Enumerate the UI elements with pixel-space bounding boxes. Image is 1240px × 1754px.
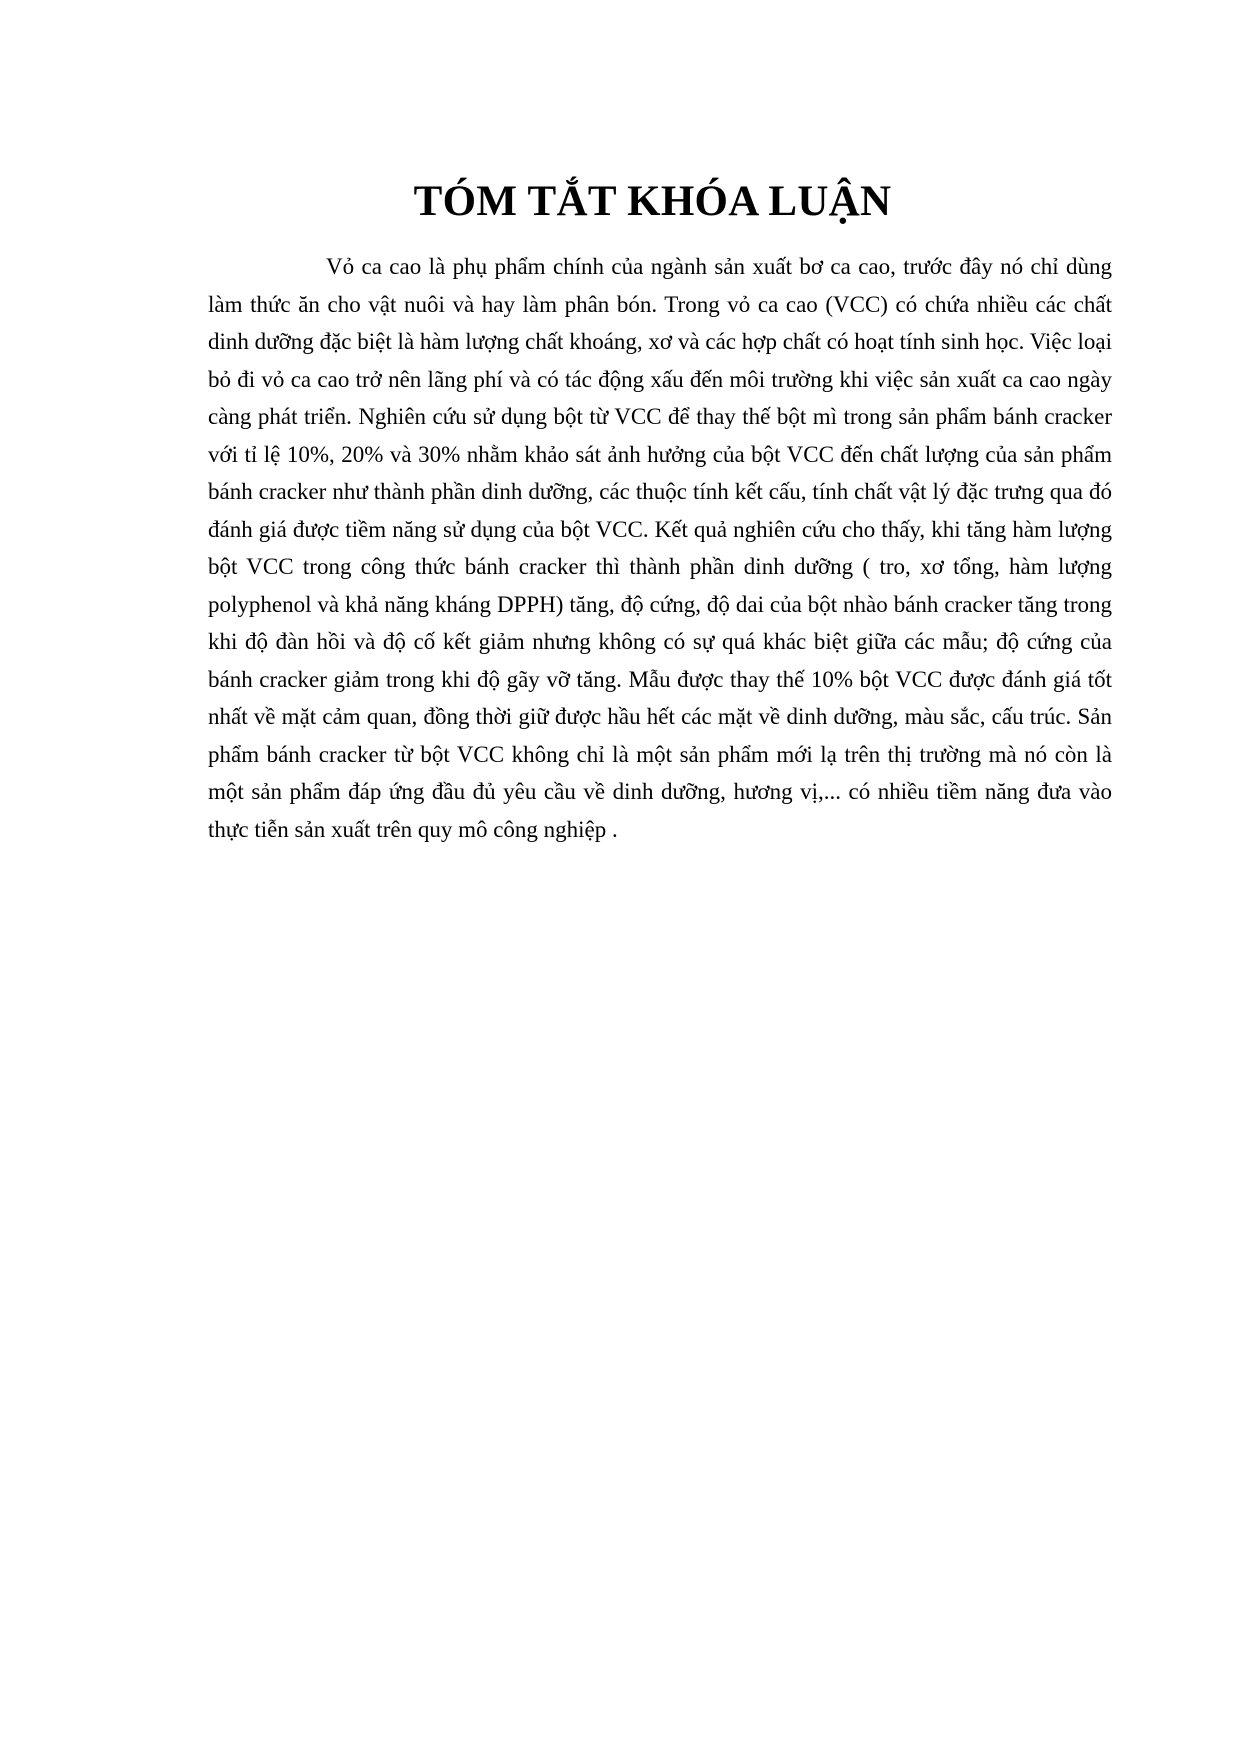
page-title: TÓM TẮT KHÓA LUẬN	[413, 178, 892, 225]
abstract-paragraph: Vỏ ca cao là phụ phẩm chính của ngành sản xuất bơ ca cao, trước đây nó chỉ dùng làm thức ăn cho vật nuôi và hay làm phân bón. Trong vỏ ca cao (VCC) có chứa nhiều các chất dinh dưỡng đặc biệt là hàm lượng chất khoáng, xơ và các hợp chất có hoạt tính sinh học. Việc loại bỏ đi vỏ ca cao trở nên lãng phí và có tác động xấu đến môi trường khi việc sản xuất ca cao ngày càng phát triển. Nghiên cứu sử dụng bột từ VCC để thay thế bột mì trong sản phẩm bánh cracker với tỉ lệ 10%, 20% và 30% nhằm khảo sát ảnh hưởng của bột VCC đến chất lượng của sản phẩm bánh cracker như thành phần dinh dưỡng, các thuộc tính kết cấu, tính chất vật lý đặc trưng qua đó đánh giá được tiềm năng sử dụng của bột VCC. Kết quả nghiên cứu cho thấy, khi tăng hàm lượng bột VCC trong công thức bánh cracker thì thành phần dinh dưỡng ( tro, xơ tổng, hàm lượng polyphenol và khả năng kháng DPPH) tăng, độ cứng, độ dai của bột nhào bánh cracker tăng trong khi độ đàn hồi và độ cố kết giảm nhưng không có sự quá khác biệt giữa các mẫu; độ cứng của bánh cracker giảm trong khi độ gãy vỡ tăng. Mẫu được thay thế 10% bột VCC được đánh giá tốt nhất về mặt cảm quan, đồng thời giữ được hầu hết các mặt về dinh dưỡng, màu sắc, cấu trúc. Sản phẩm bánh cracker từ bột VCC không chỉ là một sản phẩm mới lạ trên thị trường mà nó còn là một sản phẩm đáp ứng đầu đủ yêu cầu về dinh dưỡng, hương vị,... có nhiều tiềm năng đưa vào thực tiễn sản xuất trên quy mô công nghiệp .	[208, 254, 1112, 842]
